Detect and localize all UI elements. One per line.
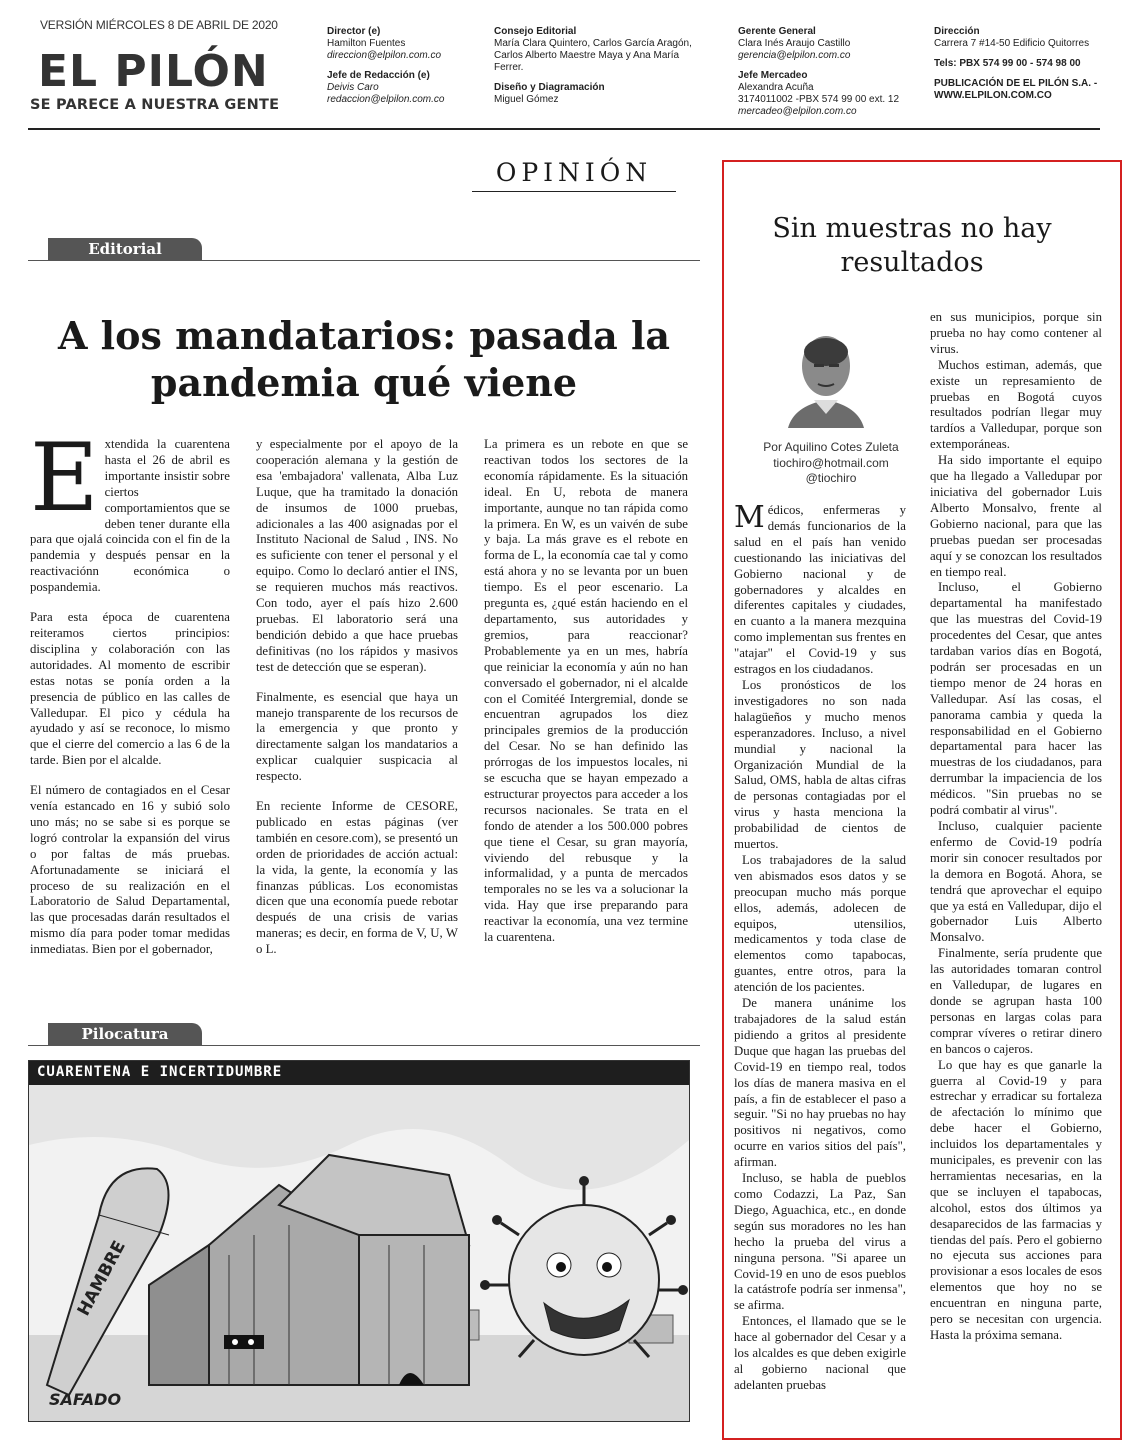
pilocatura-tab: Pilocatura — [48, 1023, 202, 1045]
mercadeo-label: Jefe Mercadeo — [738, 70, 808, 81]
column-paragraph: Incluso, cualquier paciente enfermo de Covid-19 podría morir sin conocer resultados por la demora en Bogotá. Ahora, se tendrá que aprovechar el equipo que ya está en Valledupar, dijo el gobernador Luis Alberto Monsalvo. — [930, 819, 1102, 945]
column-text-right — [930, 310, 1102, 1344]
editorial-headline: A los mandatarios: pasada la pandemia qué viene — [57, 313, 671, 405]
column-byline — [738, 440, 924, 487]
author-photo — [784, 314, 868, 428]
jefe-redaccion-label: Jefe de Redacción (e) — [327, 70, 430, 81]
section-title-underline — [472, 191, 676, 192]
editorial-paragraph: La primera es un rebote en que se reactivan todos los sectores de la economía rápidamente. Es la situación ideal. En U, rebota de manera importante, aunque no tan rápida como la primera. En W, es un vaivén de sube y baja. La más grave es el rebote en forma de L, la economía cae tal y como está ahora y no se levanta por un buen tiempo. Es el peor escenario. La pregunta es, ¿qué están haciendo en el departamento, sus autoridades y gremios, para reaccionar? Probablemente ya en un mes, habría que reiniciar la economía y aún no han conversado el gobernador, ni el alcalde con el Comitéé Intergremial, donde se encuentran agrupados los diez principales gremios de la producción del Cesar. No se han definido las prórrogas de los impuestos locales, ni se escucha que se hayan empezado a estructurar proyectos para acceder a los recursos nacionales. Se trata en el fondo de atender a los 500.000 pobres que tiene el Cesar, su gran mayoría, viviendo del rebusque y la informalidad, y a punta de mercados temporales no se les va a solucionar la vida. Hay que irse preparando para reactivar la economía, una vez termine la cuarentena. — [484, 437, 688, 945]
editorial-paragraph: Finalmente, es esencial que haya un manejo transparente de los recursos de la emergencia y que pronto y directamente salgan los mandatarios a explicar cualquier suspicacia al respecto. — [256, 689, 458, 784]
consejo-names: María Clara Quintero, Carlos García Aragón, Carlos Alberto Maestre Maya y Ana María Ferrer. — [494, 38, 692, 73]
consejo-label: Consejo Editorial — [494, 26, 577, 37]
direccion-label: Dirección — [934, 26, 980, 37]
telefonos: Tels: PBX 574 99 00 - 574 98 00 — [934, 58, 1081, 69]
mercadeo-phone: 3174011002 -PBX 574 99 00 ext. 12 — [738, 94, 900, 105]
column-paragraph: Muchos estiman, además, que existe un represamiento de pruebas en Bogotá cuyos resultados podrían llegar muy tardíos a Valledupar, porque son extemporáneas. — [930, 357, 1102, 452]
masthead-staff-col-3 — [738, 26, 918, 118]
club-label: HAMBRE — [73, 1237, 130, 1320]
author-name: Por Aquilino Cotes Zuleta — [763, 440, 899, 454]
masthead-staff-col-4 — [934, 26, 1104, 102]
masthead-staff-col-2 — [494, 26, 706, 106]
gerente-name: Clara Inés Araujo Castillo — [738, 38, 851, 49]
editorial-paragraph: En reciente Informe de CESORE, publicado en estas páginas (ver también en cesore.com), se presentó un orden de prioridades de acción actual: la vida, la gente, la economía y las finanzas públicas. Los economistas dicen que una economía puede rebotar después de una crisis de varias maneras; es decir, en forma de V, U, W o L. — [256, 799, 458, 957]
director-email: direccion@elpilon.com.co — [327, 50, 442, 61]
jefe-redaccion-name: Deivis Caro — [327, 82, 379, 93]
gerente-label: Gerente General — [738, 26, 816, 37]
editorial-column-2 — [256, 437, 458, 972]
publicacion: PUBLICACIÓN DE EL PILÓN S.A. - WWW.ELPILON.COM.CO — [934, 78, 1098, 101]
column-text-left — [734, 500, 906, 1394]
cartoon-title-bar — [29, 1061, 689, 1085]
shanty-house — [149, 1155, 469, 1385]
editorial-paragraph: y especialmente por el apoyo de la cooperación alemana y la gestión de esa 'embajadora' vallenata, Alba Luz Luque, que ha tramitado la donación de insumos de 1000 pruebas, adicionales a las 400 asignadas por el Instituto Nacional de Salud , INS. No es suficiente con tener el personal y el equipo. Como lo declaró antier el INS, se requieren muchos más reactivos. Con todo, ayer el país hizo 2.600 pruebas. El laboratorio será una bendición debido a que hace pruebas definitivas (no los rápidos y masivos test de detección que se esperan). — [256, 437, 458, 674]
mercadeo-name: Alexandra Acuña — [738, 82, 814, 93]
column-paragraph: Médicos, enfermeras y demás funcionarios de la salud en el país han venido cuestionando las iniciativas del Gobierno nacional y de gobernadores y alcaldes en diferentes capitales y ciudades, en cuanto a la manera mezquina como implementan sus frentes en "atajar" el Covid-19 y sus estragos en los ciudadanos. — [734, 500, 906, 677]
column-paragraph: Entonces, el llamado que se le hace al gobernador del Cesar y a los alcaldes es que deben exigirle al gobierno nacional que adelanten pruebas — [734, 1314, 906, 1392]
masthead-divider — [28, 128, 1100, 130]
editorial-paragraph: Extendida la cuarentena hasta el 26 de abril es importante insistir sobre ciertos comportamientos que se deben tener durante ella para que ojalá coincida con el fin de la pandemia y después pensar en la reactivaciónn económica o pospandemia. — [30, 424, 230, 595]
column-paragraph: Finalmente, sería prudente que las autoridades tomaran control en Valledupar, de lugares en donde se agrupan hasta 100 personas en largas colas para comprar víveres o retirar dinero en bancos o cajeros. — [930, 946, 1102, 1056]
column-paragraph: Incluso, el Gobierno departamental ha manifestado que las muestras del Covid-19 procedentes del Cesar, que antes tardaban varios días en Bogotá, podrán ser procesadas en un tiempo menor de 24 horas en Valledupar. Así las cosas, el panorama cambia y queda la responsabilidad en el Gobierno departamental para hacer las muestras de los ciudadanos, para derrumbar la impaciencia de los médicos. "Sin pruebas no se podrá combatir al virus". — [930, 580, 1102, 818]
newspaper-slogan: SE PARECE A NUESTRA GENTE — [30, 97, 280, 113]
editorial-tab-rule — [28, 260, 700, 261]
column-title: Sin muestras no hay resultados — [772, 213, 1052, 278]
column-paragraph: De manera unánime los trabajadores de la salud están pidiendo a gritos al presidente Duque que hagan las pruebas del Covid-19 en tiempo real, todos los días de manera masiva en el país, a fin de establecer el paso a seguir. "Si no hay pruebas no hay positivos ni negativos, como ocurre en varios sitios del país", afirman. — [734, 996, 906, 1170]
diseno-name: Miguel Gómez — [494, 94, 559, 105]
column-paragraph: Los trabajadores de la salud ven abismados esos datos y se preocupan mucho más porque ellos, además, adolecen de equipos, utensilios, medicamentos y toda clase de elementos como tapabocas, guantes, entre otros, para la atención de los pacientes. — [734, 852, 906, 995]
newspaper-logo: EL PILÓN — [38, 46, 269, 97]
cartoonist-signature: SAFADO — [49, 1390, 122, 1409]
mercadeo-email: mercadeo@elpilon.com.co — [738, 106, 857, 117]
column-paragraph: Lo que hay es que ganarle la guerra al Covid-19 y para estrechar y erradicar su fortaleza de afectación lo mínimo que debe hacer el Gobierno, incluidos los departamentales y municipales, es prevenir con las herramientas necesarias, en la que se incluyen el tapabocas, alcohol, estos dos últimos ya desaparecidos de las farmacias y tiendas del país. Pero el gobierno no ejecuta sus acciones para provisionar a esos locales de esos elementos que hoy no se encuentran en ninguna parte, pero se necesitan con urgencia. Hasta la próxima semana. — [930, 1057, 1102, 1342]
gerente-email: gerencia@elpilon.com.co — [738, 50, 851, 61]
editorial-tab: Editorial — [48, 238, 202, 260]
editorial-column-3 — [484, 437, 688, 960]
pilocatura-tab-rule — [28, 1045, 700, 1046]
column-dropcap: M — [734, 500, 765, 535]
column-paragraph: Los pronósticos de los investigadores no son nada halagüeños y mucho menos esperanzadores. Incluso, a nivel mundial y nacional la Organización Mundial de la Salud, OMS, habla de altas cifras de personas contagiadas por el virus y hasta menciona la probabilidad de cientos de muertos. — [734, 677, 906, 852]
director-label: Director (e) — [327, 26, 381, 37]
editorial-column-1 — [30, 424, 230, 972]
cartoon-illustration — [28, 1060, 690, 1422]
editorial-paragraph: El número de contagiados en el Cesar venía estancado en 16 y subió solo uno más; no se sabe si es porque se logró controlar la expansión del virus o por faltas de más pruebas. Afortunadamente se iniciará el proceso de su realización en el Laboratorio de Salud Departamental, las que procesadas darán resultados el mismo día para poder tomar medidas inmediatas. Bien por el gobernador, — [30, 783, 230, 957]
column-paragraph: en sus municipios, porque sin prueba no hay como contener al virus. — [930, 310, 1102, 356]
cartoon-title: CUARENTENA E INCERTIDUMBRE — [37, 1064, 283, 1080]
jefe-redaccion-email: redaccion@elpilon.com.co — [327, 94, 445, 105]
editorial-paragraph: Para esta época de cuarentena reiteramos ciertos principios: disciplina y colaboración con las autoridades. Al momento de escribir estas notas se ponía orden a la presencia de público en las calles de Valledupar. El pico y cédula ha ayudado y así se reconoce, lo mismo que el cierre del comercio a las 6 de la tarde. Bien por el alcalde. — [30, 610, 230, 768]
edition-date: VERSIÓN MIÉRCOLES 8 DE ABRIL DE 2020 — [40, 18, 278, 32]
direccion-value: Carrera 7 #14-50 Edificio Quitorres — [934, 38, 1090, 49]
author-handle: @tiochiro — [805, 471, 857, 485]
director-name: Hamilton Fuentes — [327, 38, 406, 49]
cartoon-drawing — [29, 1085, 689, 1421]
diseno-label: Diseño y Diagramación — [494, 82, 605, 93]
window-eyes — [224, 1335, 264, 1349]
editorial-dropcap: E — [30, 424, 99, 533]
author-email: tiochiro@hotmail.com — [773, 455, 889, 470]
section-title: OPINIÓN — [495, 158, 653, 187]
column-paragraph: Ha sido importante el equipo que ha llegado a Valledupar por iniciativa del gobernador Luis Alberto Monsalvo, frente al Gobierno nacional, para que las pruebas puedan ser procesadas aquí y se conozcan los resultados en tiempo real. — [930, 453, 1102, 579]
masthead-staff-col-1 — [327, 26, 477, 106]
column-paragraph: Incluso, se habla de pueblos como Codazzi, La Paz, San Diego, Aguachica, etc., en donde según sus moradores no les han hecho la prueba del virus a ninguna persona. "Si aparee un Covid-19 en uno de esos pueblos la catástrofe podría ser inmensa", se afirma. — [734, 1171, 906, 1313]
